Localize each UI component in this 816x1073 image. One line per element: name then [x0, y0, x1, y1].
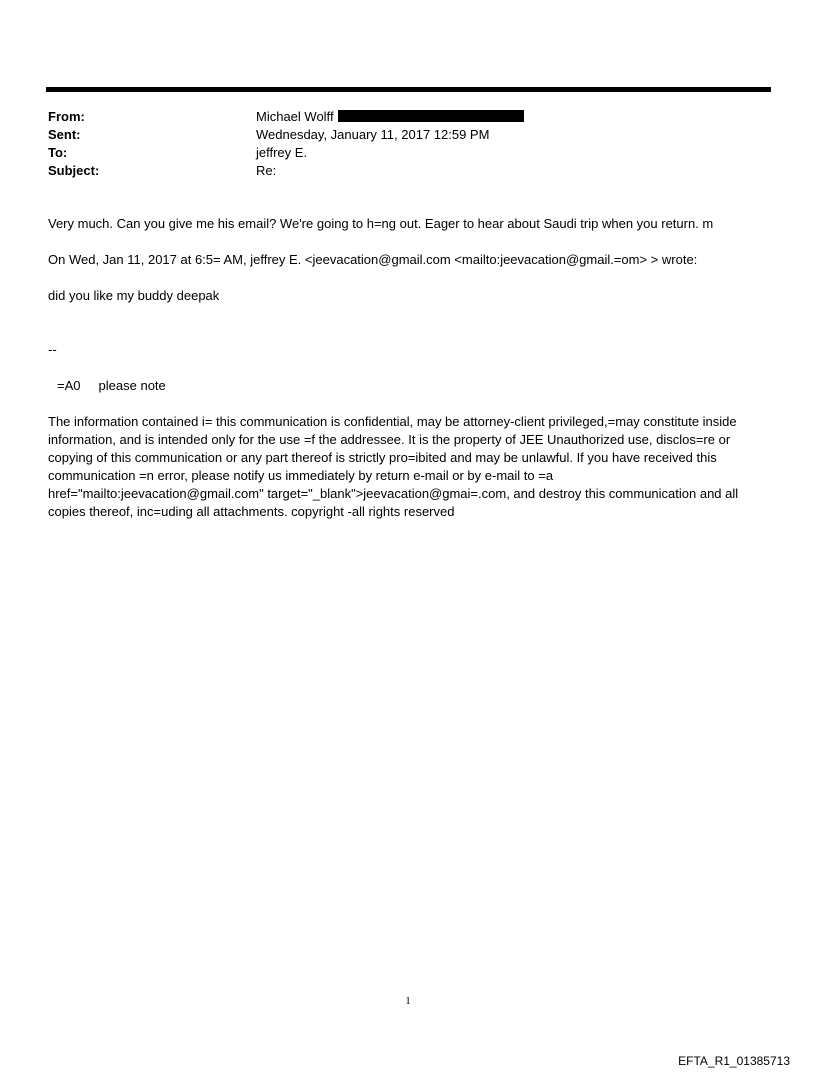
quoted-message: did you like my buddy deepak: [48, 288, 220, 303]
from-row: [48, 108, 768, 126]
to-label: To:: [48, 145, 68, 160]
page-number: 1: [405, 995, 411, 1007]
email-header: [48, 108, 768, 180]
sent-label: Sent:: [48, 127, 81, 142]
sender-name: Michael Wolff: [256, 109, 334, 124]
from-value: [256, 108, 524, 126]
subject-value: Re:: [256, 163, 277, 178]
from-label: From:: [48, 109, 85, 124]
sent-value: Wednesday, January 11, 2017 12:59 PM: [256, 127, 490, 142]
subject-label: Subject:: [48, 163, 100, 178]
quote-header: On Wed, Jan 11, 2017 at 6:5= AM, jeffrey E. <jeevacation@gmail.com <mailto:jeevacation@gmail.=om> > wrote:: [48, 252, 698, 267]
redaction-bar: [338, 110, 524, 122]
to-row: [48, 144, 768, 162]
reply-paragraph: Very much. Can you give me his email? We're going to h=ng out. Eager to hear about Saudi trip when you return. m: [48, 216, 714, 231]
signature-note: =A0 please note: [57, 378, 166, 393]
signature-separator: --: [48, 342, 57, 357]
confidentiality-disclaimer: The information contained i= this communication is confidential, may be attorney-client privileged,=may constitute inside information, and is intended only for the use =f the addressee. It is the property of JEE Unauthorized use, disclos=re or copying of this communication or any part thereof is strictly pro=ibited and may be unlawful. If you have received this communication =n error, please notify us immediately by return e-mail or by e-mail to =a href="mailto:jeevacation@gmail.com" target="_blank">jeevacation@gmai=.com, and destroy this communication and all copies thereof, inc=uding all attachments. copyright -all rights reserved: [48, 414, 739, 519]
sent-row: [48, 126, 768, 144]
document-id: EFTA_R1_01385713: [678, 1054, 790, 1068]
to-value: jeffrey E.: [256, 145, 308, 160]
header-divider: [46, 87, 771, 92]
subject-row: [48, 162, 768, 180]
